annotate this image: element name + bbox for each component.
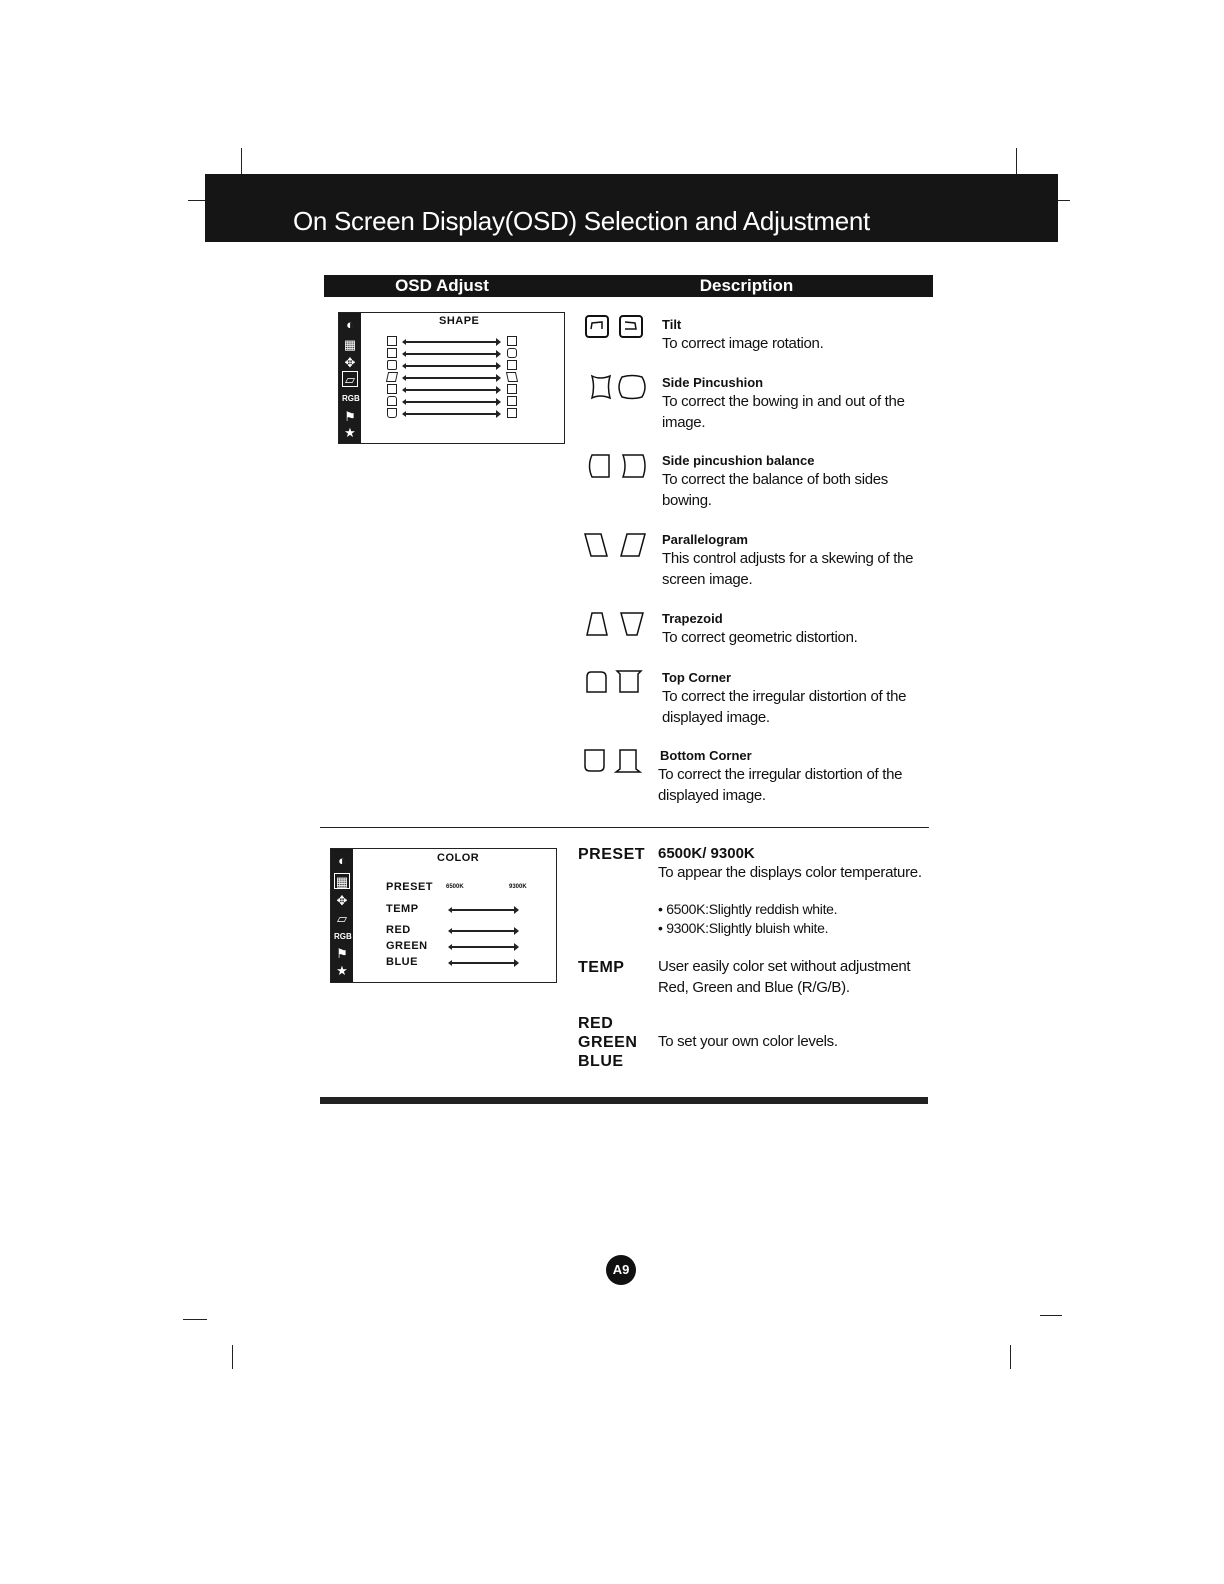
temp-slider (451, 909, 515, 911)
color-preset-label: PRESET (386, 881, 434, 893)
position-icon: ▦ (343, 337, 357, 352)
crop-mark (241, 148, 242, 176)
section-divider (320, 827, 929, 828)
page-title: On Screen Display(OSD) Selection and Adjustment (293, 206, 870, 236)
shape-icon: ▱ (342, 371, 358, 387)
green-slider (451, 946, 515, 948)
blue-slider (451, 962, 515, 964)
color-row-red: RED (386, 924, 411, 936)
column-header-description: Description (560, 275, 933, 297)
tilt-title: Tilt (662, 317, 682, 332)
size-icon: ✥ (344, 355, 356, 370)
bottom-corner-title: Bottom Corner (660, 748, 752, 763)
red-slider (451, 930, 515, 932)
trapezoid-text: To correct geometric distortion. (662, 629, 858, 646)
crop-mark (188, 200, 206, 201)
trapezoid-title: Trapezoid (662, 611, 723, 626)
crop-mark (1010, 1345, 1011, 1369)
shape-slider-row (387, 336, 515, 348)
page-number: A9 (606, 1255, 636, 1285)
position-icon: ▦ (335, 874, 349, 889)
color-preset-right: 9300K (509, 884, 527, 890)
shape-slider-row (387, 396, 515, 408)
brightness-icon: ◐ (338, 853, 346, 868)
shape-icon: ▱ (337, 911, 347, 926)
shape-slider-row (387, 360, 515, 372)
trapezoid-icon (585, 611, 651, 642)
preset-text: To appear the displays color temperature. (658, 864, 922, 881)
shape-slider-row (387, 384, 515, 396)
brightness-icon: ◐ (346, 317, 354, 332)
top-corner-title: Top Corner (662, 670, 732, 685)
color-osd-menu (330, 848, 557, 983)
pincushion-balance-icon (587, 453, 649, 484)
header-banner (205, 174, 1058, 242)
column-header-osd-adjust: OSD Adjust (324, 275, 560, 297)
color-row-blue: BLUE (386, 956, 418, 968)
shape-slider-row (387, 372, 515, 384)
crop-mark (1040, 1315, 1062, 1316)
shape-slider-row (387, 348, 515, 360)
language-icon: ⚑ (336, 946, 348, 961)
crop-mark (1016, 148, 1017, 176)
size-icon: ✥ (336, 893, 348, 908)
special-icon: ★ (344, 425, 356, 440)
red-label: RED (578, 1015, 614, 1032)
pincushion-balance-text: To correct the balance of both sides bowing. (662, 471, 889, 509)
parallelogram-text: This control adjusts for a skewing of the screen image. (662, 550, 914, 588)
blue-label: BLUE (578, 1053, 624, 1070)
temp-label: TEMP (578, 959, 625, 976)
parallelogram-title: Parallelogram (662, 532, 748, 547)
tilt-icon (585, 315, 647, 344)
side-pincushion-title: Side Pincushion (662, 375, 764, 390)
color-row-temp: TEMP (386, 903, 419, 915)
color-preset-left: 6500K (446, 884, 464, 890)
color-row-green: GREEN (386, 940, 428, 952)
crop-mark (232, 1345, 233, 1369)
bottom-corner-text: To correct the irregular distortion of the displayed image. (658, 766, 903, 804)
tilt-text: To correct image rotation. (662, 335, 824, 352)
rgb-text: To set your own color levels. (658, 1033, 838, 1050)
pincushion-balance-title: Side pincushion balance (662, 453, 815, 468)
parallelogram-icon (583, 532, 649, 563)
preset-bullet: • 9300K:Slightly bluish white. (658, 920, 829, 936)
rgb-icon: RGB (334, 932, 352, 941)
top-corner-text: To correct the irregular distortion of the displayed image. (662, 688, 907, 726)
side-pincushion-icon (590, 374, 652, 405)
shape-osd-menu (338, 312, 565, 444)
preset-label: PRESET (578, 846, 646, 863)
osd-icon-strip (339, 313, 361, 443)
bottom-corner-icon (583, 748, 649, 779)
side-pincushion-text: To correct the bowing in and out of the image. (662, 393, 905, 431)
rgb-icon: RGB (342, 394, 360, 403)
top-corner-icon (585, 670, 651, 699)
green-label: GREEN (578, 1034, 638, 1051)
shape-slider-row (387, 408, 515, 420)
bottom-rule (320, 1097, 928, 1104)
color-menu-title: COLOR (437, 852, 480, 864)
preset-bullet: • 6500K:Slightly reddish white. (658, 901, 838, 917)
special-icon: ★ (336, 963, 348, 978)
osd-icon-strip (331, 849, 353, 982)
crop-mark (183, 1319, 207, 1320)
temp-text: User easily color set without adjustment Red, Green and Blue (R/G/B). (658, 958, 911, 996)
preset-title: 6500K/ 9300K (658, 845, 755, 862)
crop-mark (1058, 200, 1070, 201)
language-icon: ⚑ (344, 409, 356, 424)
shape-menu-title: SHAPE (439, 315, 480, 327)
